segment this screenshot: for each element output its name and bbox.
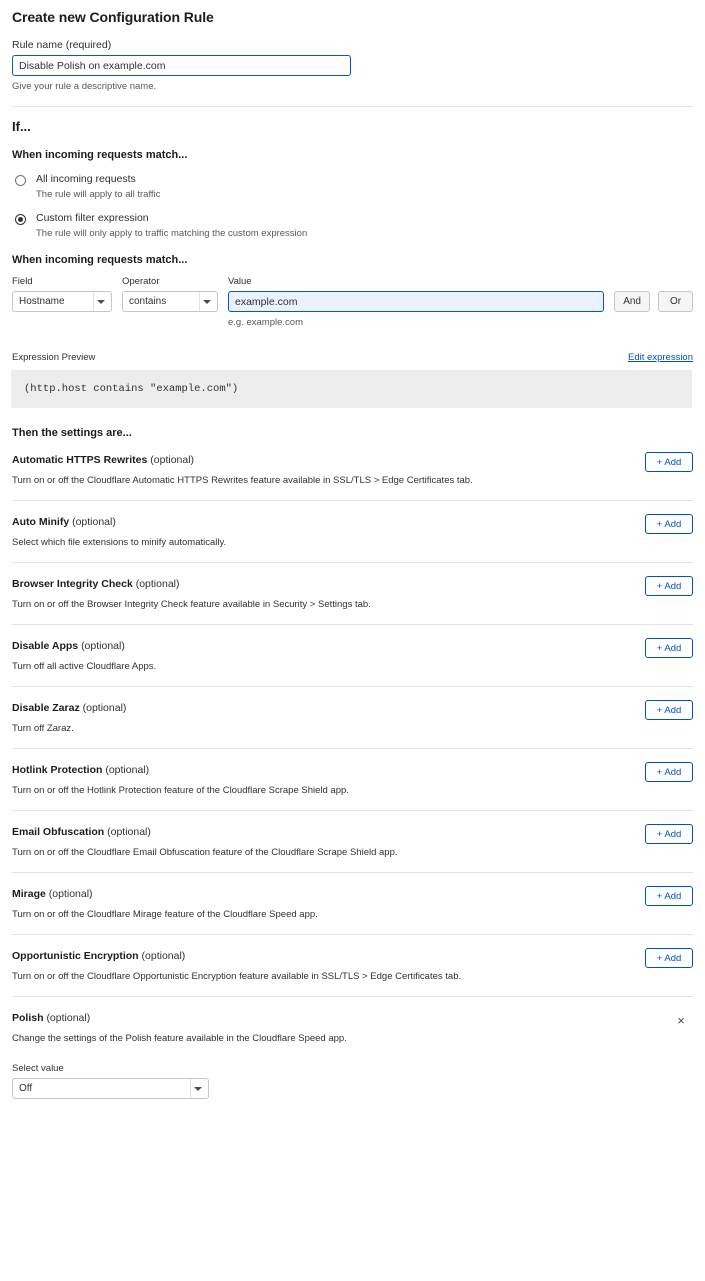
add-button[interactable]: + Add	[645, 576, 693, 596]
setting-optional-tag: (optional)	[72, 516, 116, 528]
operator-select-value: contains	[129, 296, 167, 307]
if-section-subheading: When incoming requests match...	[12, 149, 188, 161]
expression-preview-label: Expression Preview	[12, 352, 96, 363]
then-heading: Then the settings are...	[12, 427, 132, 439]
radio-sublabel-custom-filter: The rule will only apply to traffic matching the custom expression	[36, 228, 308, 239]
setting-title	[12, 640, 693, 652]
setting-optional-tag: (optional)	[141, 950, 186, 962]
setting-title	[12, 578, 693, 590]
setting-title-text: Disable Apps	[12, 640, 79, 652]
and-button[interactable]: And	[614, 291, 650, 312]
setting-polish	[12, 997, 693, 1123]
polish-value-select[interactable]	[12, 1078, 209, 1099]
setting-optional-tag: (optional)	[81, 640, 125, 652]
polish-value-select-value: Off	[19, 1083, 33, 1094]
setting-optional-tag: (optional)	[46, 1012, 91, 1024]
field-select-value: Hostname	[19, 296, 65, 307]
setting-optional-tag: (optional)	[135, 578, 180, 590]
setting-title	[12, 702, 693, 714]
setting-title-text: Auto Minify	[12, 516, 70, 528]
radio-icon-all-requests[interactable]	[15, 175, 26, 186]
setting-title	[12, 764, 693, 776]
setting-title	[12, 516, 693, 528]
operator-select[interactable]	[122, 291, 218, 312]
setting-title	[12, 950, 693, 962]
setting-optional-tag: (optional)	[107, 826, 151, 838]
setting-optional-tag: (optional)	[150, 454, 195, 466]
setting-title-text: Browser Integrity Check	[12, 578, 133, 590]
expression-preview-box: (http.host contains "example.com")	[11, 370, 692, 408]
edit-expression-link[interactable]: Edit expression	[628, 352, 693, 363]
add-button[interactable]: + Add	[645, 700, 693, 720]
setting-opportunistic-encryption	[12, 935, 693, 997]
setting-title	[12, 1012, 693, 1024]
setting-disable-apps	[12, 625, 693, 687]
setting-description: Turn off all active Cloudflare Apps.	[12, 661, 157, 672]
setting-title-text: Mirage	[12, 888, 46, 900]
configuration-rule-form	[0, 9, 705, 1123]
setting-description: Select which file extensions to minify automatically.	[12, 537, 227, 548]
setting-description: Turn off Zaraz.	[12, 723, 74, 734]
divider	[12, 106, 693, 107]
chevron-down-icon	[97, 300, 105, 304]
setting-mirage	[12, 873, 693, 935]
setting-description: Change the settings of the Polish feature available in the Cloudflare Speed app.	[12, 1033, 347, 1044]
radio-label-all-requests: All incoming requests	[36, 173, 136, 185]
setting-title	[12, 826, 693, 838]
setting-auto-minify	[12, 501, 693, 563]
add-button[interactable]: + Add	[645, 948, 693, 968]
radio-sublabel-all-requests: The rule will apply to all traffic	[36, 189, 161, 200]
setting-description: Turn on or off the Cloudflare Opportunistic Encryption feature available in SSL/TLS > Edge Certificates tab.	[12, 971, 462, 982]
field-label: Field	[12, 276, 33, 287]
setting-optional-tag: (optional)	[82, 702, 127, 714]
radio-option-custom-filter[interactable]	[12, 212, 693, 239]
value-label: Value	[228, 276, 252, 287]
radio-icon-custom-filter[interactable]	[15, 214, 26, 225]
add-button[interactable]: + Add	[645, 762, 693, 782]
add-button[interactable]: + Add	[645, 514, 693, 534]
setting-optional-tag: (optional)	[105, 764, 150, 776]
setting-optional-tag: (optional)	[48, 888, 93, 900]
radio-option-all-requests[interactable]	[12, 173, 693, 200]
value-helper: e.g. example.com	[228, 317, 303, 328]
setting-title-text: Disable Zaraz	[12, 702, 80, 714]
setting-description: Turn on or off the Cloudflare Email Obfuscation feature of the Cloudflare Scrape Shield app.	[12, 847, 398, 858]
setting-title-text: Hotlink Protection	[12, 764, 103, 776]
setting-title	[12, 454, 693, 466]
setting-description: Turn on or off the Cloudflare Automatic HTTPS Rewrites feature available in SSL/TLS > Edge Certificates tab.	[12, 475, 473, 486]
setting-hotlink-protection	[12, 749, 693, 811]
setting-title-text: Polish	[12, 1012, 44, 1024]
radio-label-custom-filter: Custom filter expression	[36, 212, 149, 224]
if-section-heading: If...	[12, 119, 31, 134]
add-button[interactable]: + Add	[645, 824, 693, 844]
setting-browser-integrity-check	[12, 563, 693, 625]
expression-header	[12, 352, 693, 363]
chevron-down-icon	[194, 1087, 202, 1091]
setting-title	[12, 888, 693, 900]
setting-title-text: Automatic HTTPS Rewrites	[12, 454, 148, 466]
chevron-down-icon	[203, 300, 211, 304]
close-icon[interactable]: ×	[673, 1013, 689, 1029]
setting-email-obfuscation	[12, 811, 693, 873]
or-button[interactable]: Or	[658, 291, 693, 312]
filter-heading: When incoming requests match...	[12, 254, 188, 266]
rule-name-label: Rule name (required)	[12, 39, 112, 51]
setting-description: Turn on or off the Browser Integrity Check feature available in Security > Settings tab.	[12, 599, 371, 610]
setting-title-text: Opportunistic Encryption	[12, 950, 139, 962]
rule-name-input[interactable]	[12, 55, 351, 76]
value-input[interactable]	[228, 291, 604, 312]
setting-disable-zaraz	[12, 687, 693, 749]
operator-label: Operator	[122, 276, 160, 287]
setting-description: Turn on or off the Hotlink Protection feature of the Cloudflare Scrape Shield app.	[12, 785, 349, 796]
add-button[interactable]: + Add	[645, 886, 693, 906]
filter-row	[12, 276, 693, 328]
rule-name-helper: Give your rule a descriptive name.	[12, 81, 157, 92]
polish-select-label: Select value	[12, 1063, 64, 1074]
add-button[interactable]: + Add	[645, 452, 693, 472]
setting-title-text: Email Obfuscation	[12, 826, 105, 838]
page-title: Create new Configuration Rule	[12, 9, 214, 25]
field-select[interactable]	[12, 291, 112, 312]
setting-automatic-https-rewrites	[12, 439, 693, 501]
setting-description: Turn on or off the Cloudflare Mirage feature of the Cloudflare Speed app.	[12, 909, 318, 920]
add-button[interactable]: + Add	[645, 638, 693, 658]
